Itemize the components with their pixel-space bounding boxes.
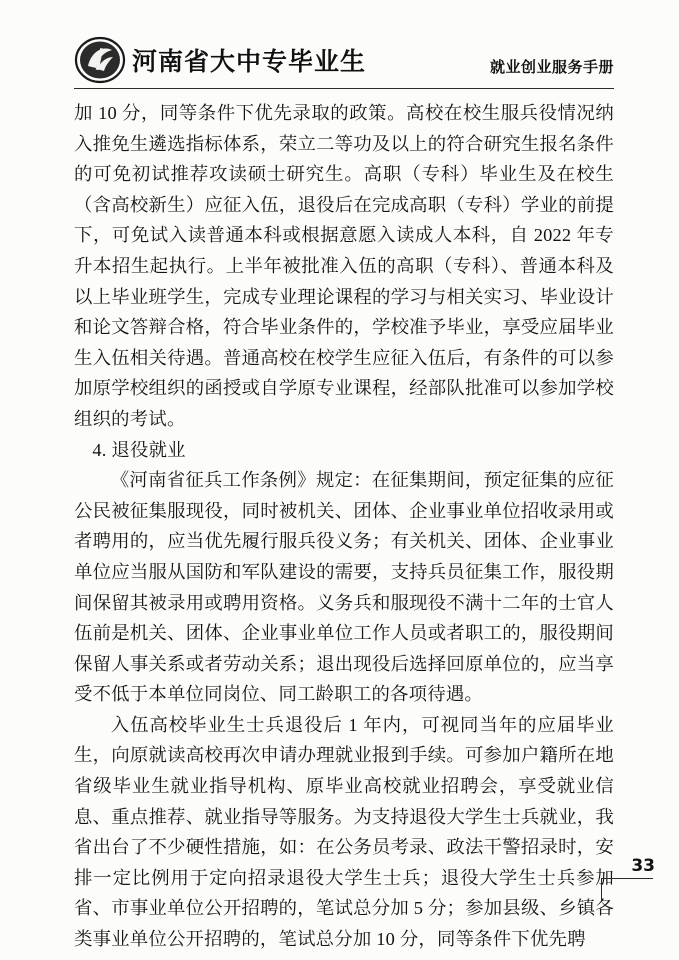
header-title-sub: 就业创业服务手册 (489, 58, 614, 76)
emblem-logo-icon (74, 36, 126, 84)
header-title-cn: 河南省大中专毕业生 (132, 47, 367, 76)
page-header (74, 34, 614, 90)
page-number: 33 (631, 856, 655, 876)
folio-rule-vertical (601, 878, 602, 902)
folio-rule-horizontal (601, 878, 653, 879)
header-divider (74, 88, 614, 89)
paragraph-regulation: 《河南省征兵工作条例》规定：在征集期间，预定征集的应征公民被征集服现役，同时被机关、团体、企业事业单位招收录用或者聘用的，应当优先履行服兵役义务；有关机关、团体、企业事业单位应当服从国防和军队建设的需要，支持兵员征集工作，服役期间保留其被录用或聘用资格。义务兵和服现役不满十二年的士官人伍前是机关、团体、企业事业单位工作人员或者职工的，服役期间保留人事关系或者劳动关系；退出现役后选择回原单位的，应当享受不低于本单位同岗位、同工龄职工的各项待遇。 (74, 470, 614, 705)
section-heading-retired-employment: 4. 退役就业 (92, 439, 186, 460)
paragraph-continued: 加 10 分，同等条件下优先录取的政策。高校在校生服兵役情况纳入推免生遴选指标体系，荣立二等功及以上的符合研究生报名条件的可免初试推荐攻读硕士研究生。高职（专科）毕业生及在校生（含高校新生）应征入伍，退役后在完成高职（专科）学业的前提下，可免试入读普通本科或根据意愿入读成人本科，自 2022 年专升本招生起执行。上半年被批准入伍的高职（专科）、普通本科及以上毕业班学生，完成专业理论课程的学习与相关实习、毕业设计和论文答辩合格，符合毕业条件的，学校准予毕业，享受应届毕业生入伍相关待遇。普通高校在校学生应征入伍后，有条件的可以参加原学校组织的函授或自学原专业课程，经部队批准可以参加学校组织的考试。 (74, 103, 614, 429)
paragraph-graduate-soldiers: 入伍高校毕业生士兵退役后 1 年内，可视同当年的应届毕业生，向原就读高校再次申请办理就业报到手续。可参加户籍所在地省级毕业生就业指导机构、原毕业高校就业招聘会，享受就业信息、重点推荐、就业指导等服务。为支持退役大学生士兵就业，我省出台了不少硬性措施，如：在公务员考录、政法干警招录时，安排一定比例用于定向招录退役大学生士兵；退役大学生士兵参加省、市事业单位公开招聘的，笔试总分加 5 分；参加县级、乡镇各类事业单位公开招聘的，笔试总分加 10 分，同等条件下优先聘 (74, 714, 614, 950)
document-body (74, 98, 614, 955)
page-folio (601, 856, 661, 898)
